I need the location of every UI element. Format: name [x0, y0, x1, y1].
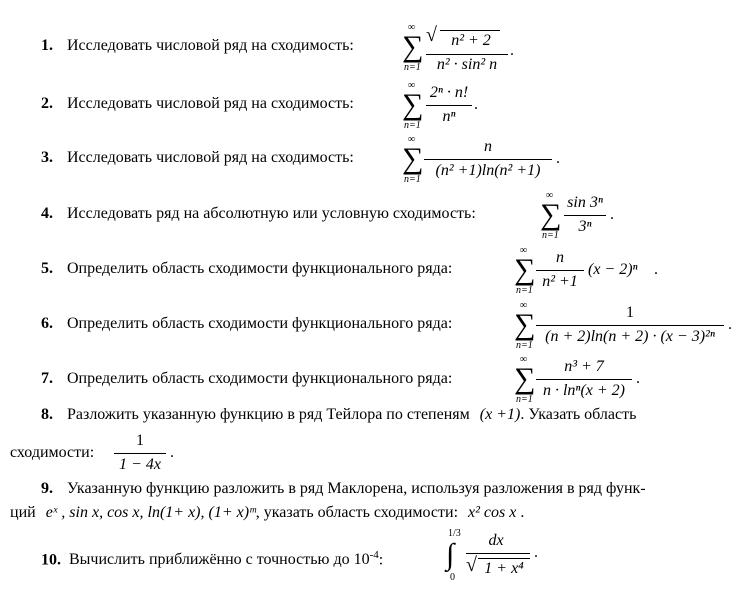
formula-1: ∞ ∑ n=1 √ n² + 2 n² · sin² n . — [402, 22, 514, 73]
formula-8: 1 1 − 4x . — [112, 432, 182, 474]
task-5: 5. Определить область сходимости функционального ряда: — [41, 260, 453, 277]
formula-6: ∞ ∑ n=1 1 (n + 2)ln(n + 2) · (x − 3)²ⁿ . — [514, 300, 732, 351]
task-9: 9. Указанную функцию разложить в ряд Маклорена, используя разложения в ряд функ- — [41, 480, 646, 497]
task-text: Исследовать числовой ряд на сходимость: — [67, 37, 354, 54]
formula-5: ∞ ∑ n=1 n n² +1 (x − 2)ⁿ . — [514, 245, 658, 296]
task-8-cont: сходимости: — [10, 444, 95, 461]
task-8: 8. Разложить указанную функцию в ряд Тейлора по степеням (x +1). Указать область — [41, 406, 637, 423]
formula-3: ∞ ∑ n=1 n (n² +1)ln(n² +1) . — [402, 134, 560, 185]
formula-4: ∞ ∑ n=1 sin 3ⁿ 3ⁿ . — [540, 190, 614, 241]
task-number: 1. — [41, 37, 53, 54]
task-1 — [41, 37, 354, 55]
task-10: 10. Вычислить приближённо с точностью до $10^{-4}$: — [41, 549, 384, 569]
formula-7: ∞ ∑ n=1 n³ + 7 n · lnⁿ(x + 2) . — [514, 354, 640, 405]
task-2: 2. Исследовать числовой ряд на сходимость: — [41, 95, 354, 112]
task-7: 7. Определить область сходимости функционального ряда: — [41, 370, 453, 387]
formula-10: 1/3 ∫ 0 dx √ 1 + x⁴ . — [446, 528, 538, 583]
formula-2: ∞ ∑ n=1 2ⁿ · n! nⁿ . — [402, 80, 478, 131]
task-6: 6. Определить область сходимости функционального ряда: — [41, 315, 453, 332]
task-3: 3. Исследовать числовой ряд на сходимость: — [41, 149, 354, 166]
task-4: 4. Исследовать ряд на абсолютную или условную сходимость: — [41, 205, 476, 222]
task-9-cont: ций eˣ , sin x, cos x, ln(1+ x), (1+ x)ᵐ, указать область сходимости: x² cos x . — [10, 504, 525, 521]
